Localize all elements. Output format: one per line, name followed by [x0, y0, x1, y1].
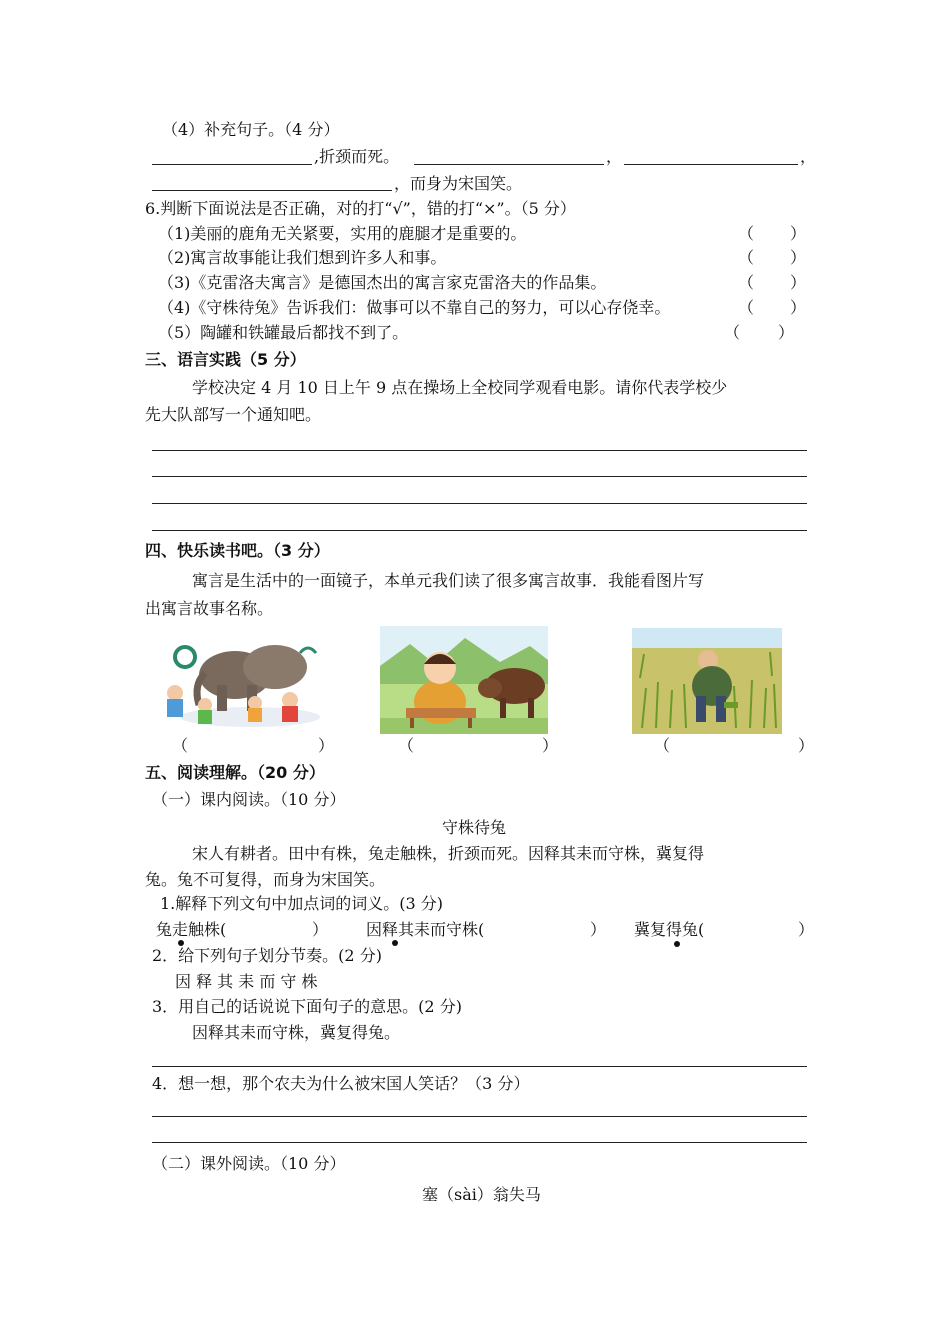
q1-a: 兔走触株(: [156, 920, 227, 939]
q4-title: （4）补充句子。（4 分）: [162, 120, 340, 139]
q6-paren-open-3: （: [738, 273, 755, 292]
sec4-line-2: 出寓言故事名称。: [145, 599, 274, 618]
q1-c-close: ）: [798, 920, 815, 939]
sec3-writing-line-1[interactable]: [152, 450, 807, 451]
sec3-line-2: 先大队部写一个通知吧。: [145, 405, 322, 424]
q4-blank-1[interactable]: [152, 164, 312, 165]
sec4-paren-open-2: （: [398, 736, 415, 755]
emphasis-dot-2: [392, 940, 398, 946]
sec5-q4: 4．想一想，那个农夫为什么被宋国人笑话？（3 分）: [152, 1074, 530, 1093]
sec3-writing-line-2[interactable]: [152, 476, 807, 477]
sec5-q2: 2．给下列句子划分节奏。(2 分): [152, 946, 382, 965]
sec4-paren-close-2: ）: [542, 736, 559, 755]
story-line-1: 宋人有耕者。田中有株，兔走触株，折颈而死。因释其耒而守株，冀复得: [192, 844, 705, 863]
q6-item-1: （1)美丽的鹿角无关紧要，实用的鹿腿才是重要的。: [158, 224, 527, 243]
q6-paren-close-4: ）: [790, 298, 807, 317]
story-line-2: 兔。兔不可复得，而身为宋国笑。: [145, 870, 386, 889]
story-title: 守株待兔: [442, 818, 507, 837]
q4-writing-line-2[interactable]: [152, 1142, 807, 1143]
seedling-story-image: [632, 628, 782, 734]
sec5-q1: 1.解释下列文句中加点词的词义。(3 分): [160, 894, 444, 913]
elephant-story-image: [155, 635, 325, 730]
q6-item-2: （2)寓言故事能让我们想到许多人和事。: [158, 248, 447, 267]
sec5-heading: 五、阅读理解。（20 分）: [145, 763, 325, 782]
q1-b-close: ）: [590, 920, 607, 939]
sec5-part1: （一）课内阅读。（10 分）: [152, 790, 346, 809]
emphasis-dot-3: [674, 941, 680, 947]
sec4-paren-open-1: （: [172, 736, 189, 755]
q4-comma-3: ，: [800, 147, 817, 166]
sec4-paren-close-1: ）: [318, 736, 335, 755]
q3-writing-line[interactable]: [152, 1066, 807, 1067]
sec3-heading: 三、语言实践（5 分）: [145, 350, 306, 369]
sec4-heading: 四、快乐读书吧。（3 分）: [145, 541, 330, 560]
sec4-paren-open-3: （: [654, 736, 671, 755]
sec5-part2: （二）课外阅读。（10 分）: [152, 1154, 346, 1173]
sec3-writing-line-4[interactable]: [152, 530, 807, 531]
story2-title: 塞（sài）翁失马: [422, 1185, 541, 1204]
sec4-line-1: 寓言是生活中的一面镜子，本单元我们读了很多寓言故事．我能看图片写: [192, 571, 705, 590]
q4-end: ，而身为宋国笑。: [394, 174, 523, 193]
q1-a-close: ）: [312, 920, 329, 939]
q4-blank-3[interactable]: [624, 164, 798, 165]
q6-title: 6.判断下面说法是否正确，对的打“√”，错的打“×”。（5 分）: [145, 199, 576, 218]
zither-cow-story-image: [380, 626, 548, 734]
sec3-line-1: 学校决定 4 月 10 日上午 9 点在操场上全校同学观看电影。请你代表学校少: [192, 378, 728, 397]
q6-paren-open-2: （: [738, 248, 755, 267]
q3-text: 因释其耒而守株，冀复得兔。: [192, 1023, 401, 1042]
q4-writing-line-1[interactable]: [152, 1116, 807, 1117]
q6-paren-close-2: ）: [790, 248, 807, 267]
q6-item-3: （3)《克雷洛夫寓言》是德国杰出的寓言家克雷洛夫的作品集。: [158, 273, 607, 292]
sec3-writing-line-3[interactable]: [152, 503, 807, 504]
q6-paren-close-5: ）: [778, 323, 795, 342]
q2-text: 因 释 其 耒 而 守 株: [175, 972, 318, 991]
q6-paren-open-4: （: [738, 298, 755, 317]
q6-paren-open-5: （: [724, 323, 741, 342]
q6-paren-close-1: ）: [790, 224, 807, 243]
q4-blank-2[interactable]: [414, 164, 604, 165]
sec4-paren-close-3: ）: [798, 736, 815, 755]
q1-c: 冀复得兔(: [634, 920, 705, 939]
q4-blank-4[interactable]: [152, 190, 392, 191]
q4-text-1: ,折颈而死。: [314, 147, 400, 166]
q6-item-4: （4)《守株待兔》告诉我们：做事可以不靠自己的努力，可以心存侥幸。: [158, 298, 671, 317]
q6-paren-open-1: （: [738, 224, 755, 243]
sec5-q3: 3．用自己的话说说下面句子的意思。(2 分): [152, 997, 462, 1016]
q6-paren-close-3: ）: [790, 273, 807, 292]
q4-comma-2: ，: [606, 147, 623, 166]
q6-item-5: （5）陶罐和铁罐最后都找不到了。: [158, 323, 409, 342]
q1-b: 因释其耒而守株(: [366, 920, 485, 939]
